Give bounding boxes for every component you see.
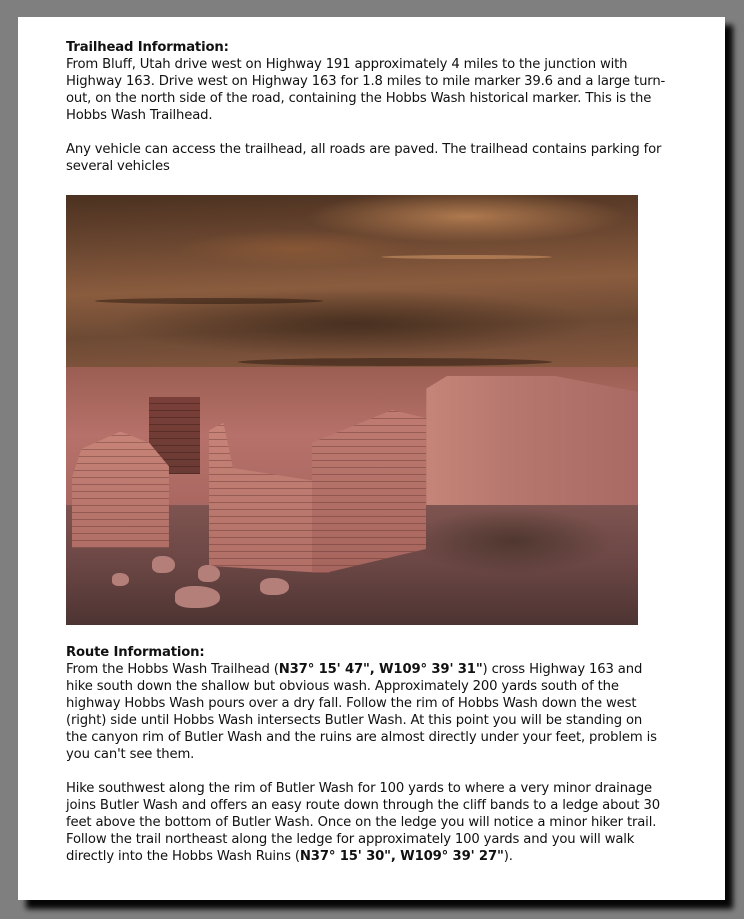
- route-paragraph-1: From the Hobbs Wash Trailhead (N37° 15' 47", W109° 39' 31") cross Highway 163 and hike south down the shallow but obvious wash. Approximately 200 yards south of the highway Hobbs Wash pours over a dry fall. Follow the rim of Hobbs Wash down the west (right) side until Hobbs Wash intersects Butler Wash. At this point you will be standing on the canyon rim of Butler Wash and the ruins are almost directly under your feet, problem is you can't see them.: [66, 662, 657, 762]
- ruins-coordinates: N37° 15' 30", W109° 39' 27": [299, 849, 504, 864]
- trailhead-heading: Trailhead Information:: [66, 40, 229, 55]
- trailhead-section: [66, 39, 666, 175]
- ruins-photo: [66, 195, 638, 625]
- route-paragraph-2: Hike southwest along the rim of Butler Wash for 100 yards to where a very minor drainage joins Butler Wash and offers an easy route down through the cliff bands to a ledge about 30 feet above the bottom of Butler Wash. Once on the ledge you will notice a minor hiker trail. Follow the trail northeast along the ledge for approximately 100 yards and you will walk directly into the Hobbs Wash Ruins (N37° 15' 30", W109° 39' 27").: [66, 781, 660, 864]
- route-heading: Route Information:: [66, 645, 205, 660]
- document-page: [18, 17, 725, 900]
- trailhead-paragraph-1: From Bluff, Utah drive west on Highway 191 approximately 4 miles to the junction with Highway 163. Drive west on Highway 163 for 1.8 miles to mile marker 39.6 and a large turn-out, on the north side of the road, containing the Hobbs Wash historical marker. This is the Hobbs Wash Trailhead.: [66, 57, 666, 123]
- photo-left-wall: [72, 432, 169, 548]
- trailhead-coordinates: N37° 15' 47", W109° 39' 31": [278, 662, 483, 677]
- route-section: [66, 644, 666, 865]
- trailhead-paragraph-2: Any vehicle can access the trailhead, all roads are paved. The trailhead contains parking for several vehicles: [66, 142, 662, 174]
